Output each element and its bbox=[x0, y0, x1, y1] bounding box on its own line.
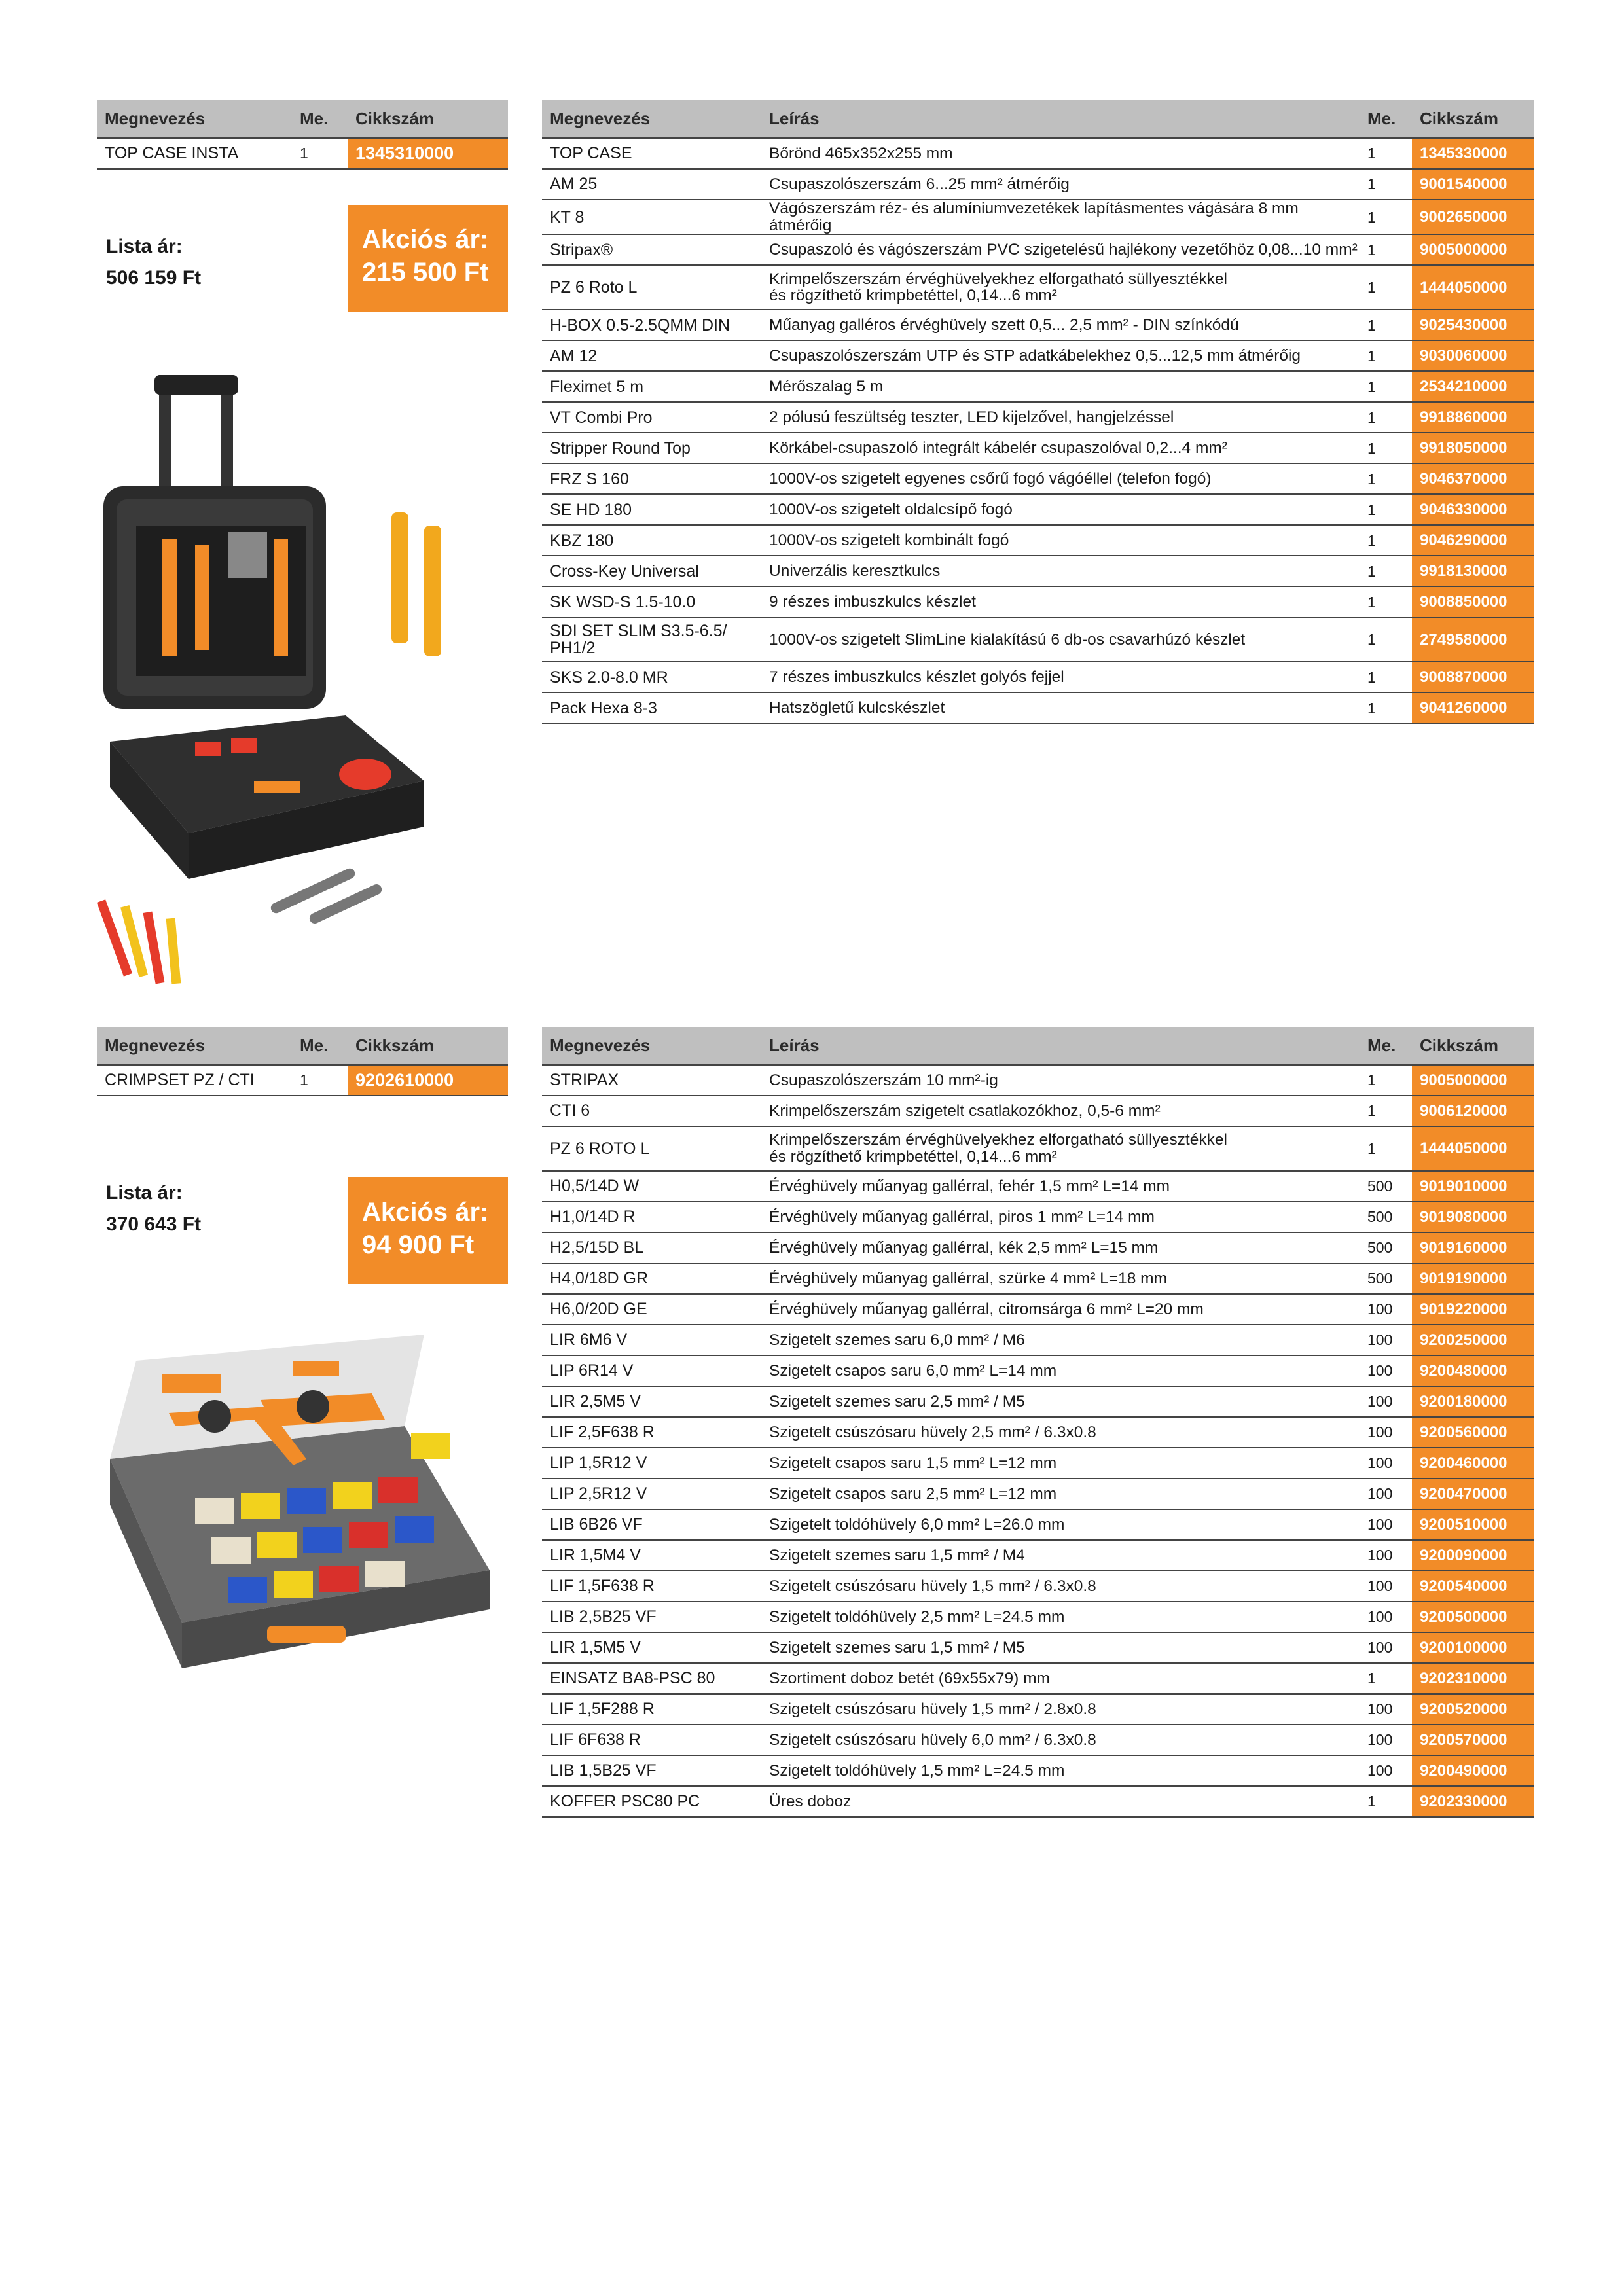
table-row bbox=[542, 1417, 1534, 1448]
item-name: LIR 1,5M5 V bbox=[542, 1632, 761, 1663]
item-name: Cross-Key Universal bbox=[542, 556, 761, 586]
item-qty: 100 bbox=[1360, 1417, 1412, 1448]
item-qty: 500 bbox=[1360, 1263, 1412, 1294]
item-qty: 500 bbox=[1360, 1232, 1412, 1263]
item-qty: 100 bbox=[1360, 1448, 1412, 1479]
item-code: 9030060000 bbox=[1412, 340, 1534, 371]
list-price-value: 506 159 Ft bbox=[106, 267, 202, 289]
item-name: Stripper Round Top bbox=[542, 433, 761, 463]
item-name: LIB 2,5B25 VF bbox=[542, 1602, 761, 1632]
table-row bbox=[542, 1232, 1534, 1263]
item-desc: 1000V-os szigetelt SlimLine kialakítású 6 db-os csavarhúzó készlet bbox=[761, 617, 1360, 662]
item-name: VT Combi Pro bbox=[542, 402, 761, 433]
table-row bbox=[542, 1540, 1534, 1571]
item-code: 9200490000 bbox=[1412, 1755, 1534, 1786]
product-image-crimp-set bbox=[97, 1328, 508, 1681]
item-code: 9200100000 bbox=[1412, 1632, 1534, 1663]
header-name: Megnevezés bbox=[542, 100, 761, 138]
item-qty: 1 bbox=[1360, 310, 1412, 340]
item-qty: 1 bbox=[1360, 1663, 1412, 1694]
table-row bbox=[542, 1386, 1534, 1417]
item-qty: 1 bbox=[1360, 525, 1412, 556]
item-code: 9019160000 bbox=[1412, 1232, 1534, 1263]
item-qty: 100 bbox=[1360, 1632, 1412, 1663]
list-price bbox=[106, 1177, 201, 1240]
table-row bbox=[97, 1065, 508, 1096]
table-row bbox=[542, 1294, 1534, 1325]
item-name: KBZ 180 bbox=[542, 525, 761, 556]
set-code: 9202610000 bbox=[348, 1065, 508, 1096]
item-desc: Csupaszolószerszám 6...25 mm² átmérőig bbox=[761, 169, 1360, 200]
table-row bbox=[542, 1571, 1534, 1602]
table-row bbox=[542, 586, 1534, 617]
header-qty: Me. bbox=[1360, 100, 1412, 138]
item-qty: 1 bbox=[1360, 200, 1412, 234]
item-code: 9200090000 bbox=[1412, 1540, 1534, 1571]
item-desc: Csupaszoló és vágószerszám PVC szigetelésű hajlékony vezetőhöz 0,08...10 mm² bbox=[761, 234, 1360, 265]
item-qty: 100 bbox=[1360, 1725, 1412, 1755]
item-desc: Szigetelt toldóhüvely 2,5 mm² L=24.5 mm bbox=[761, 1602, 1360, 1632]
item-name: Pack Hexa 8-3 bbox=[542, 692, 761, 723]
item-qty: 1 bbox=[1360, 340, 1412, 371]
item-qty: 1 bbox=[1360, 371, 1412, 402]
item-desc: Szigetelt csapos saru 6,0 mm² L=14 mm bbox=[761, 1355, 1360, 1386]
set-code: 1345310000 bbox=[348, 138, 508, 170]
item-desc: Vágószerszám réz- és alumíniumvezetékek lapításmentes vágására 8 mm átmérőig bbox=[761, 200, 1360, 234]
set-summary-table bbox=[97, 1027, 508, 1096]
promo-price-value: 215 500 Ft bbox=[362, 258, 489, 287]
item-desc: Érvéghüvely műanyag gallérral, szürke 4 mm² L=18 mm bbox=[761, 1263, 1360, 1294]
header-qty: Me. bbox=[292, 100, 348, 138]
header-desc: Leírás bbox=[761, 1027, 1360, 1065]
table-row bbox=[542, 1509, 1534, 1540]
item-code: 9202330000 bbox=[1412, 1786, 1534, 1817]
table-row bbox=[542, 200, 1534, 234]
table-row bbox=[542, 265, 1534, 310]
item-code: 9019010000 bbox=[1412, 1171, 1534, 1202]
item-desc: 1000V-os szigetelt oldalcsípő fogó bbox=[761, 494, 1360, 525]
item-qty: 1 bbox=[1360, 138, 1412, 170]
item-qty: 100 bbox=[1360, 1509, 1412, 1540]
item-name: SE HD 180 bbox=[542, 494, 761, 525]
table-row bbox=[542, 1725, 1534, 1755]
table-row bbox=[542, 402, 1534, 433]
header-code: Cikkszám bbox=[348, 1027, 508, 1065]
item-code: 9202310000 bbox=[1412, 1663, 1534, 1694]
table-row bbox=[542, 556, 1534, 586]
table-row bbox=[97, 138, 508, 170]
item-name: LIP 1,5R12 V bbox=[542, 1448, 761, 1479]
item-desc: Szigetelt toldóhüvely 1,5 mm² L=24.5 mm bbox=[761, 1755, 1360, 1786]
list-price bbox=[106, 231, 201, 294]
item-desc: Hatszögletű kulcskészlet bbox=[761, 692, 1360, 723]
item-name: AM 25 bbox=[542, 169, 761, 200]
table-row bbox=[542, 1602, 1534, 1632]
item-desc: Krimpelőszerszám szigetelt csatlakozókhoz, 0,5-6 mm² bbox=[761, 1096, 1360, 1126]
table-row bbox=[542, 310, 1534, 340]
item-code: 9200540000 bbox=[1412, 1571, 1534, 1602]
item-desc bbox=[761, 265, 1360, 310]
item-code: 9008870000 bbox=[1412, 662, 1534, 692]
item-desc: 7 részes imbuszkulcs készlet golyós fejjel bbox=[761, 662, 1360, 692]
table-row bbox=[542, 1663, 1534, 1694]
header-qty: Me. bbox=[292, 1027, 348, 1065]
item-qty: 500 bbox=[1360, 1202, 1412, 1232]
table-row bbox=[542, 1096, 1534, 1126]
item-name: LIB 6B26 VF bbox=[542, 1509, 761, 1540]
item-desc: Körkábel-csupaszoló integrált kábelér csupaszolóval 0,2...4 mm² bbox=[761, 433, 1360, 463]
table-row bbox=[542, 662, 1534, 692]
set-summary bbox=[97, 1027, 508, 1259]
item-code: 9046370000 bbox=[1412, 463, 1534, 494]
item-code: 9200180000 bbox=[1412, 1386, 1534, 1417]
table-row bbox=[542, 1202, 1534, 1232]
item-code: 1444050000 bbox=[1412, 1126, 1534, 1171]
item-code: 9200470000 bbox=[1412, 1479, 1534, 1509]
item-name: LIP 6R14 V bbox=[542, 1355, 761, 1386]
item-desc: Szigetelt csúszósaru hüvely 2,5 mm² / 6.3x0.8 bbox=[761, 1417, 1360, 1448]
item-qty: 1 bbox=[1360, 169, 1412, 200]
table-row bbox=[542, 1263, 1534, 1294]
item-qty: 500 bbox=[1360, 1171, 1412, 1202]
item-code: 9025430000 bbox=[1412, 310, 1534, 340]
item-desc-line2: és rögzíthető krimpbetéttel, 0,14...6 mm² bbox=[769, 287, 1057, 305]
item-qty: 100 bbox=[1360, 1602, 1412, 1632]
product-set-crimpset bbox=[97, 1027, 1534, 1878]
item-desc: Szortiment doboz betét (69x55x79) mm bbox=[761, 1663, 1360, 1694]
item-name: LIF 6F638 R bbox=[542, 1725, 761, 1755]
product-set-top-case bbox=[97, 100, 1534, 886]
item-code: 9008850000 bbox=[1412, 586, 1534, 617]
item-code: 9200460000 bbox=[1412, 1448, 1534, 1479]
table-row bbox=[542, 1355, 1534, 1386]
item-qty: 100 bbox=[1360, 1479, 1412, 1509]
header-name: Megnevezés bbox=[97, 100, 292, 138]
item-name: SK WSD-S 1.5-10.0 bbox=[542, 586, 761, 617]
item-code: 9918860000 bbox=[1412, 402, 1534, 433]
item-name: Stripax® bbox=[542, 234, 761, 265]
item-qty: 1 bbox=[1360, 1065, 1412, 1096]
item-desc: 2 pólusú feszültség teszter, LED kijelzővel, hangjelzéssel bbox=[761, 402, 1360, 433]
item-name: H0,5/14D W bbox=[542, 1171, 761, 1202]
set-name: TOP CASE INSTA bbox=[97, 138, 292, 170]
table-row bbox=[542, 1448, 1534, 1479]
table-row bbox=[542, 1065, 1534, 1096]
table-row bbox=[542, 169, 1534, 200]
item-qty: 1 bbox=[1360, 617, 1412, 662]
item-name-line1: SDI SET SLIM S3.5-6.5/ bbox=[550, 622, 727, 641]
item-name: H2,5/15D BL bbox=[542, 1232, 761, 1263]
item-qty: 100 bbox=[1360, 1571, 1412, 1602]
item-name: H1,0/14D R bbox=[542, 1202, 761, 1232]
item-desc: 1000V-os szigetelt egyenes csőrű fogó vágóéllel (telefon fogó) bbox=[761, 463, 1360, 494]
item-name: TOP CASE bbox=[542, 138, 761, 170]
header-code: Cikkszám bbox=[1412, 100, 1534, 138]
item-qty: 1 bbox=[1360, 1096, 1412, 1126]
header-code: Cikkszám bbox=[1412, 1027, 1534, 1065]
table-row bbox=[542, 138, 1534, 170]
item-desc: Szigetelt szemes saru 6,0 mm² / M6 bbox=[761, 1325, 1360, 1355]
set-contents-table bbox=[542, 100, 1534, 724]
table-row bbox=[542, 1126, 1534, 1171]
item-code: 9001540000 bbox=[1412, 169, 1534, 200]
item-name: FRZ S 160 bbox=[542, 463, 761, 494]
item-code: 9918130000 bbox=[1412, 556, 1534, 586]
item-code: 9019220000 bbox=[1412, 1294, 1534, 1325]
item-qty: 100 bbox=[1360, 1294, 1412, 1325]
item-code: 2534210000 bbox=[1412, 371, 1534, 402]
item-name: LIF 1,5F288 R bbox=[542, 1694, 761, 1725]
item-name: H-BOX 0.5-2.5QMM DIN bbox=[542, 310, 761, 340]
item-name: H6,0/20D GE bbox=[542, 1294, 761, 1325]
item-name: SKS 2.0-8.0 MR bbox=[542, 662, 761, 692]
item-desc: Csupaszolószerszám 10 mm²-ig bbox=[761, 1065, 1360, 1096]
item-qty: 1 bbox=[1360, 556, 1412, 586]
item-qty: 100 bbox=[1360, 1694, 1412, 1725]
table-row bbox=[542, 433, 1534, 463]
item-code: 9200510000 bbox=[1412, 1509, 1534, 1540]
header-name: Megnevezés bbox=[97, 1027, 292, 1065]
item-name: EINSATZ BA8-PSC 80 bbox=[542, 1663, 761, 1694]
item-code: 9041260000 bbox=[1412, 692, 1534, 723]
item-desc: Szigetelt szemes saru 1,5 mm² / M5 bbox=[761, 1632, 1360, 1663]
table-row bbox=[542, 1694, 1534, 1725]
table-row bbox=[542, 1325, 1534, 1355]
item-code: 9046290000 bbox=[1412, 525, 1534, 556]
item-desc-line1: Krimpelőszerszám érvéghüvelyekhez elforgatható süllyesztékkel bbox=[769, 1131, 1227, 1149]
item-name: STRIPAX bbox=[542, 1065, 761, 1096]
item-desc: Csupaszolószerszám UTP és STP adatkábelekhez 0,5...12,5 mm átmérőig bbox=[761, 340, 1360, 371]
item-name: LIP 2,5R12 V bbox=[542, 1479, 761, 1509]
list-price-label: Lista ár: bbox=[106, 236, 183, 257]
item-name: KT 8 bbox=[542, 200, 761, 234]
item-qty: 1 bbox=[1360, 662, 1412, 692]
item-name: LIR 2,5M5 V bbox=[542, 1386, 761, 1417]
header-qty: Me. bbox=[1360, 1027, 1412, 1065]
table-row bbox=[542, 692, 1534, 723]
item-code: 9200570000 bbox=[1412, 1725, 1534, 1755]
item-qty: 1 bbox=[1360, 463, 1412, 494]
set-contents bbox=[542, 100, 1534, 724]
item-code: 9918050000 bbox=[1412, 433, 1534, 463]
item-desc: Érvéghüvely műanyag gallérral, piros 1 mm² L=14 mm bbox=[761, 1202, 1360, 1232]
item-name: AM 12 bbox=[542, 340, 761, 371]
set-qty: 1 bbox=[292, 1065, 348, 1096]
promo-price-badge bbox=[348, 205, 508, 312]
item-qty: 1 bbox=[1360, 692, 1412, 723]
set-qty: 1 bbox=[292, 138, 348, 170]
item-desc: Szigetelt csapos saru 1,5 mm² L=12 mm bbox=[761, 1448, 1360, 1479]
item-code: 9046330000 bbox=[1412, 494, 1534, 525]
item-desc bbox=[761, 1126, 1360, 1171]
item-code: 9200250000 bbox=[1412, 1325, 1534, 1355]
item-qty: 100 bbox=[1360, 1755, 1412, 1786]
header-code: Cikkszám bbox=[348, 100, 508, 138]
item-desc: Műanyag galléros érvéghüvely szett 0,5... 2,5 mm² - DIN színkódú bbox=[761, 310, 1360, 340]
set-summary-table bbox=[97, 100, 508, 170]
item-name-line2: PH1/2 bbox=[550, 639, 596, 658]
table-row bbox=[542, 617, 1534, 662]
item-name: LIR 6M6 V bbox=[542, 1325, 761, 1355]
set-name: CRIMPSET PZ / CTI bbox=[97, 1065, 292, 1096]
table-row bbox=[542, 463, 1534, 494]
item-name: LIR 1,5M4 V bbox=[542, 1540, 761, 1571]
item-code: 9200520000 bbox=[1412, 1694, 1534, 1725]
item-name: H4,0/18D GR bbox=[542, 1263, 761, 1294]
item-code: 9006120000 bbox=[1412, 1096, 1534, 1126]
item-qty: 1 bbox=[1360, 433, 1412, 463]
item-name: LIF 1,5F638 R bbox=[542, 1571, 761, 1602]
table-row bbox=[542, 1171, 1534, 1202]
promo-price-value: 94 900 Ft bbox=[362, 1230, 475, 1259]
item-desc: Érvéghüvely műanyag gallérral, kék 2,5 mm² L=15 mm bbox=[761, 1232, 1360, 1263]
item-qty: 1 bbox=[1360, 234, 1412, 265]
item-name: CTI 6 bbox=[542, 1096, 761, 1126]
item-code: 9005000000 bbox=[1412, 234, 1534, 265]
promo-price-badge bbox=[348, 1177, 508, 1284]
item-code: 9002650000 bbox=[1412, 200, 1534, 234]
item-qty: 1 bbox=[1360, 1126, 1412, 1171]
item-code: 9200480000 bbox=[1412, 1355, 1534, 1386]
item-code: 9200500000 bbox=[1412, 1602, 1534, 1632]
product-image-tool-case bbox=[97, 375, 508, 990]
item-qty: 100 bbox=[1360, 1540, 1412, 1571]
item-desc: Szigetelt csúszósaru hüvely 6,0 mm² / 6.3x0.8 bbox=[761, 1725, 1360, 1755]
item-desc: 1000V-os szigetelt kombinált fogó bbox=[761, 525, 1360, 556]
header-desc: Leírás bbox=[761, 100, 1360, 138]
item-qty: 1 bbox=[1360, 402, 1412, 433]
table-row bbox=[542, 234, 1534, 265]
table-row bbox=[542, 1479, 1534, 1509]
item-desc: Érvéghüvely műanyag gallérral, citromsárga 6 mm² L=20 mm bbox=[761, 1294, 1360, 1325]
set-contents bbox=[542, 1027, 1534, 1818]
table-row bbox=[542, 1632, 1534, 1663]
list-price-value: 370 643 Ft bbox=[106, 1213, 202, 1235]
table-row bbox=[542, 340, 1534, 371]
item-qty: 1 bbox=[1360, 586, 1412, 617]
item-desc: 9 részes imbuszkulcs készlet bbox=[761, 586, 1360, 617]
item-desc: Szigetelt csapos saru 2,5 mm² L=12 mm bbox=[761, 1479, 1360, 1509]
item-qty: 1 bbox=[1360, 494, 1412, 525]
item-desc: Szigetelt szemes saru 2,5 mm² / M5 bbox=[761, 1386, 1360, 1417]
item-desc-line2: és rögzíthető krimpbetéttel, 0,14...6 mm² bbox=[769, 1148, 1057, 1166]
item-name: PZ 6 Roto L bbox=[542, 265, 761, 310]
item-desc: Mérőszalag 5 m bbox=[761, 371, 1360, 402]
item-code: 2749580000 bbox=[1412, 617, 1534, 662]
item-name: PZ 6 ROTO L bbox=[542, 1126, 761, 1171]
item-name bbox=[542, 617, 761, 662]
item-qty: 1 bbox=[1360, 1786, 1412, 1817]
item-desc: Szigetelt toldóhüvely 6,0 mm² L=26.0 mm bbox=[761, 1509, 1360, 1540]
promo-price-label: Akciós ár: bbox=[362, 1198, 489, 1227]
table-row bbox=[542, 371, 1534, 402]
item-qty: 1 bbox=[1360, 265, 1412, 310]
item-desc-line1: Krimpelőszerszám érvéghüvelyekhez elforgatható süllyesztékkel bbox=[769, 270, 1227, 288]
item-name: KOFFER PSC80 PC bbox=[542, 1786, 761, 1817]
item-name: LIB 1,5B25 VF bbox=[542, 1755, 761, 1786]
table-row bbox=[542, 1755, 1534, 1786]
item-desc: Szigetelt szemes saru 1,5 mm² / M4 bbox=[761, 1540, 1360, 1571]
table-row bbox=[542, 525, 1534, 556]
item-qty: 100 bbox=[1360, 1355, 1412, 1386]
header-name: Megnevezés bbox=[542, 1027, 761, 1065]
item-desc: Univerzális keresztkulcs bbox=[761, 556, 1360, 586]
item-code: 9005000000 bbox=[1412, 1065, 1534, 1096]
promo-price-label: Akciós ár: bbox=[362, 225, 489, 254]
item-desc: Szigetelt csúszósaru hüvely 1,5 mm² / 2.8x0.8 bbox=[761, 1694, 1360, 1725]
list-price-label: Lista ár: bbox=[106, 1182, 183, 1204]
item-qty: 100 bbox=[1360, 1325, 1412, 1355]
item-code: 1444050000 bbox=[1412, 265, 1534, 310]
item-qty: 100 bbox=[1360, 1386, 1412, 1417]
item-code: 9019190000 bbox=[1412, 1263, 1534, 1294]
item-desc: Bőrönd 465x352x255 mm bbox=[761, 138, 1360, 170]
item-name: Fleximet 5 m bbox=[542, 371, 761, 402]
set-contents-table bbox=[542, 1027, 1534, 1818]
item-desc: Szigetelt csúszósaru hüvely 1,5 mm² / 6.3x0.8 bbox=[761, 1571, 1360, 1602]
item-desc: Üres doboz bbox=[761, 1786, 1360, 1817]
table-row bbox=[542, 1786, 1534, 1817]
table-row bbox=[542, 494, 1534, 525]
item-name: LIF 2,5F638 R bbox=[542, 1417, 761, 1448]
item-desc: Érvéghüvely műanyag gallérral, fehér 1,5 mm² L=14 mm bbox=[761, 1171, 1360, 1202]
item-code: 1345330000 bbox=[1412, 138, 1534, 170]
item-code: 9200560000 bbox=[1412, 1417, 1534, 1448]
set-summary bbox=[97, 100, 508, 289]
item-code: 9019080000 bbox=[1412, 1202, 1534, 1232]
